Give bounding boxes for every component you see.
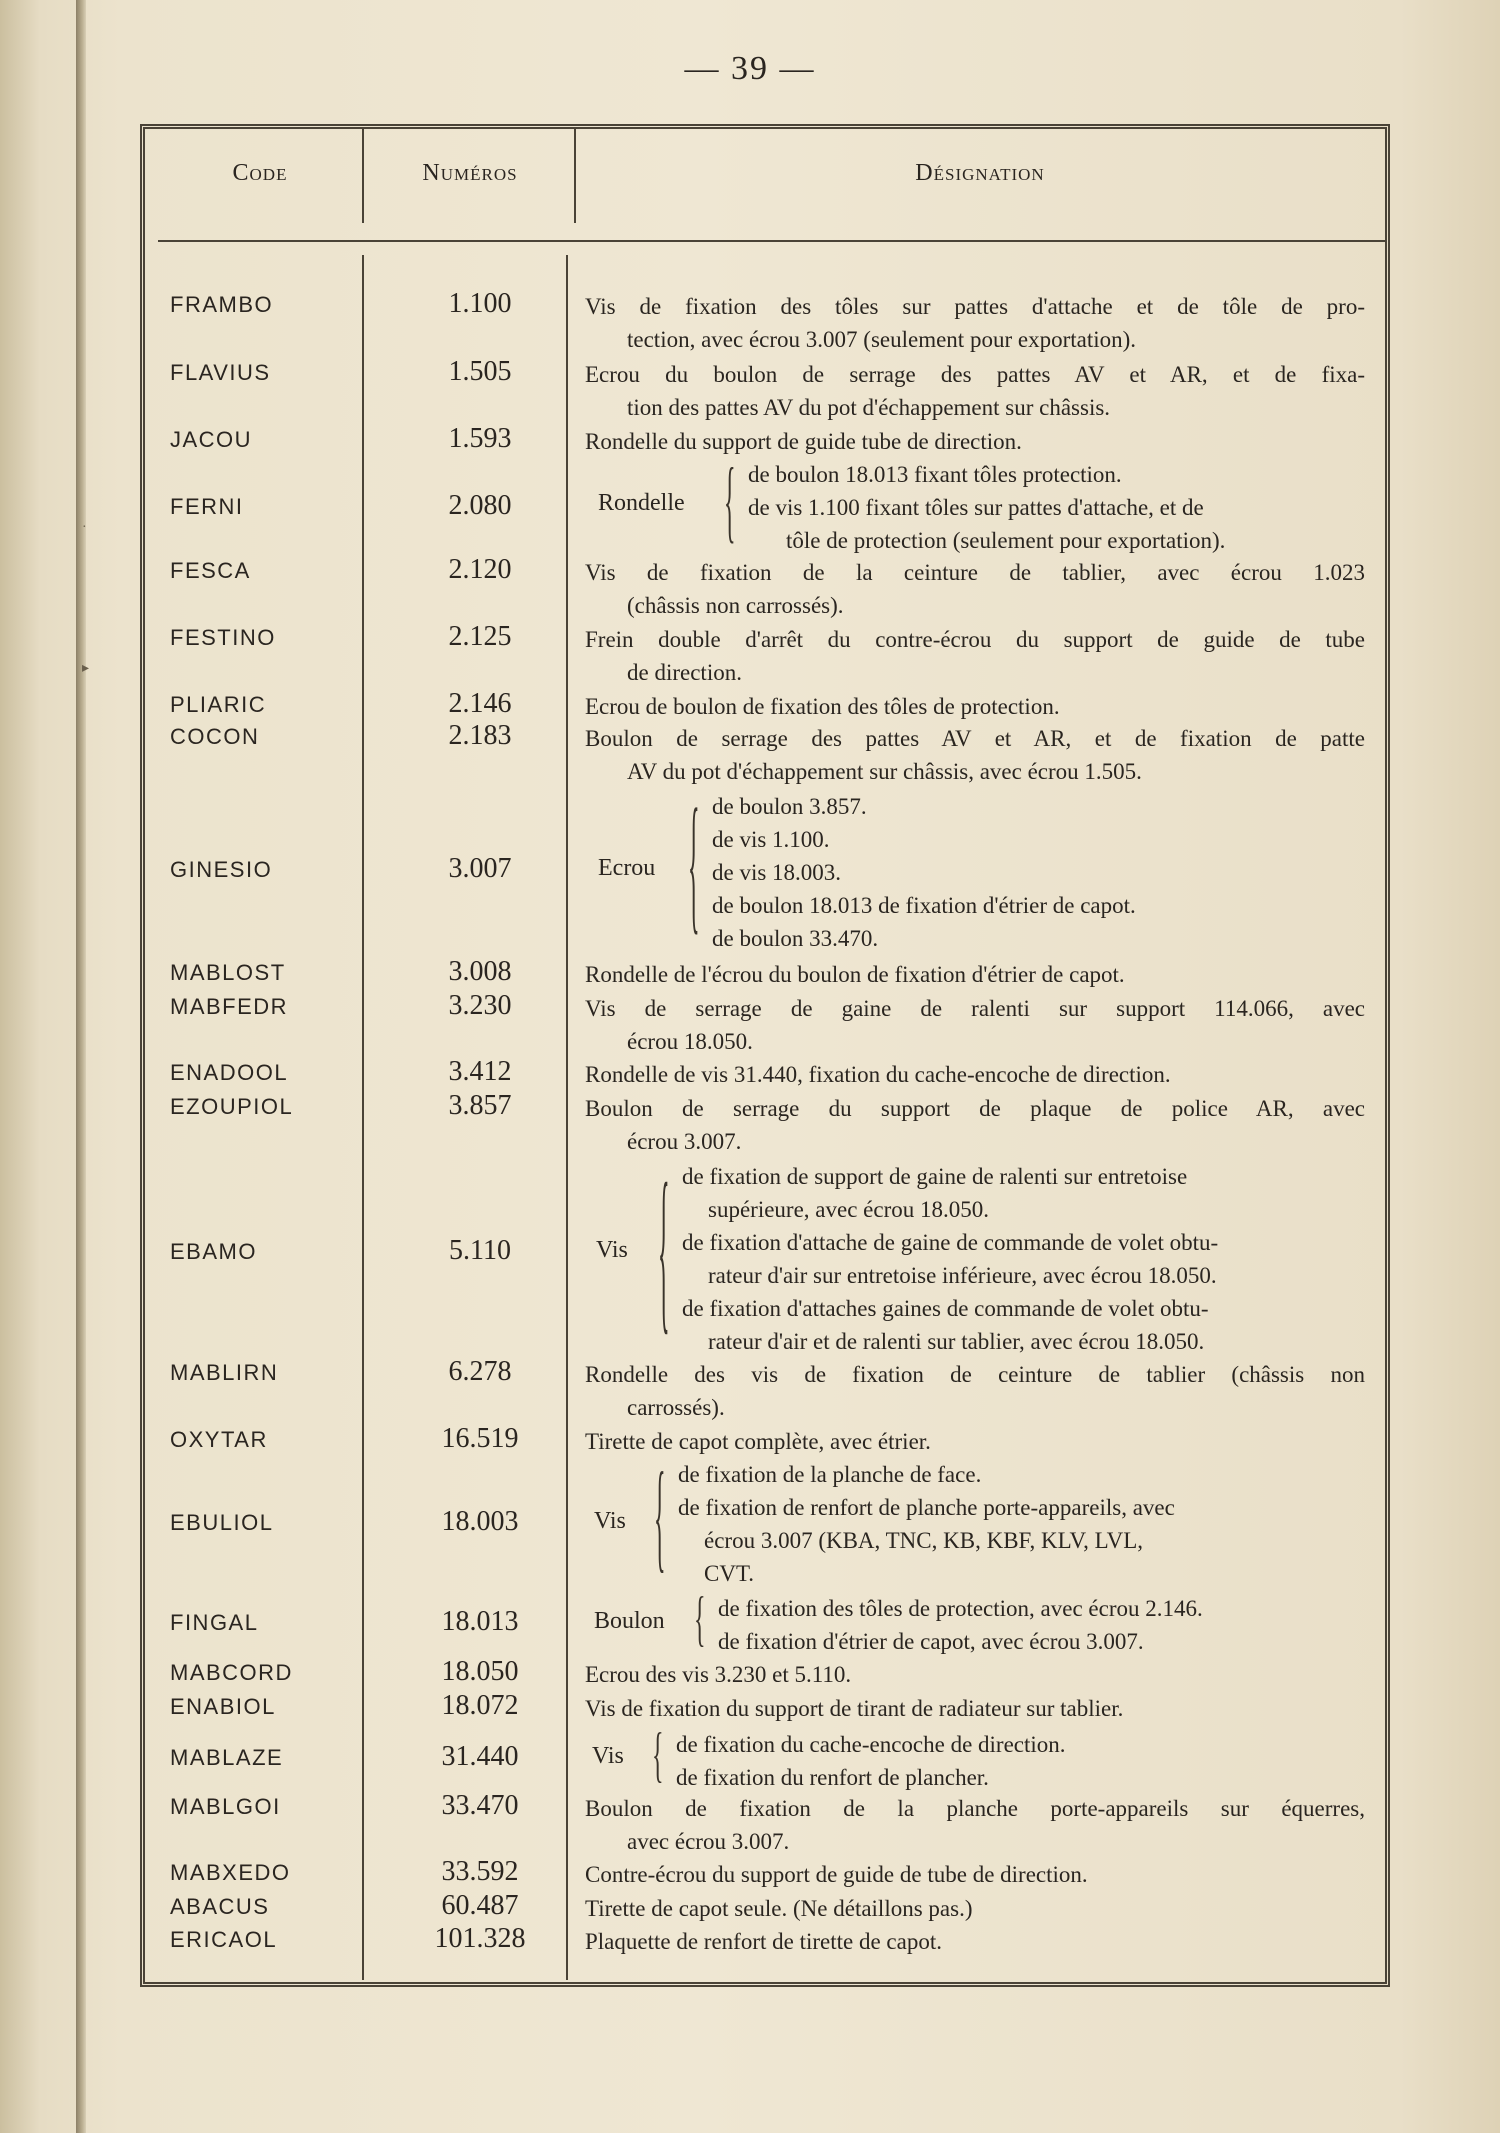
part-code: ENABIOL [170, 1694, 276, 1719]
designation-line: de fixation de la planche de face. [678, 1462, 982, 1487]
part-code: EZOUPIOL [170, 1094, 294, 1119]
column-divider [362, 128, 364, 223]
designation-line: tôle de protection (seulement pour exportation). [786, 528, 1226, 553]
part-number: 3.007 [448, 853, 512, 884]
brace-icon: { [652, 1724, 664, 1791]
part-code: ERICAOL [170, 1927, 278, 1952]
header-numbers: Numéros [422, 160, 518, 186]
part-number: 2.120 [448, 554, 512, 585]
designation-line: Tirette de capot seule. (Ne détaillons pas.) [585, 1896, 973, 1921]
part-number: 60.487 [441, 1890, 519, 1921]
part-code: FRAMBO [170, 292, 274, 317]
designation-line: Rondelle des vis de fixation de ceinture de tablier (châssis non [585, 1362, 1365, 1387]
designation-line: Ecrou du boulon de serrage des pattes AV et AR, et de fixa- [585, 362, 1365, 387]
designation-line: de fixation de support de gaine de ralenti sur entretoise [682, 1164, 1188, 1189]
designation-line: CVT. [704, 1561, 755, 1586]
designation-line: AV du pot d'échappement sur châssis, avec écrou 1.505. [627, 759, 1142, 784]
designation-line: tion des pattes AV du pot d'échappement sur châssis. [627, 395, 1111, 420]
designation-line: de boulon 3.857. [712, 794, 867, 819]
designation-line: écrou 3.007 (KBA, TNC, KB, KBF, KLV, LVL, [704, 1528, 1144, 1553]
part-code: ENADOOL [170, 1060, 289, 1085]
part-number: 16.519 [441, 1423, 519, 1454]
designation-text [585, 1892, 1365, 1925]
designation-line: Vis de fixation de la ceinture de tablier, avec écrou 1.023 [585, 560, 1365, 585]
designation-line: supérieure, avec écrou 18.050. [708, 1197, 989, 1222]
part-number: 2.125 [448, 621, 512, 652]
part-number: 2.183 [448, 720, 512, 751]
part-code: FESTINO [170, 625, 276, 650]
designation-text [585, 1425, 1365, 1458]
part-code: COCON [170, 724, 260, 749]
designation-line: de boulon 33.470. [712, 926, 879, 951]
part-code: MABCORD [170, 1660, 293, 1685]
designation-line: de boulon 18.013 de fixation d'étrier de capot. [712, 893, 1136, 918]
part-number: 3.412 [448, 1056, 512, 1087]
designation-text [585, 1858, 1365, 1891]
designation-text [585, 358, 1365, 424]
designation-text [585, 290, 1365, 356]
part-code: GINESIO [170, 857, 273, 882]
designation-lead: Vis [596, 1237, 628, 1263]
part-number: 3.008 [448, 956, 512, 987]
part-code: ABACUS [170, 1894, 270, 1919]
designation-line: de fixation du renfort de plancher. [676, 1765, 989, 1790]
designation-text [585, 1792, 1365, 1858]
part-number: 18.050 [441, 1656, 519, 1687]
designation-text [585, 1058, 1365, 1091]
designation-line: Rondelle de l'écrou du boulon de fixation d'étrier de capot. [585, 962, 1125, 987]
part-number: 1.505 [448, 356, 512, 387]
designation-line: de vis 1.100 fixant tôles sur pattes d'attache, et de [748, 495, 1204, 520]
part-number: 33.470 [441, 1790, 519, 1821]
part-number: 3.857 [448, 1090, 512, 1121]
designation-group [718, 1592, 1203, 1658]
part-code: EBAMO [170, 1239, 257, 1264]
designation-text [585, 623, 1365, 689]
designation-text [585, 1692, 1365, 1725]
designation-line: carrossés). [627, 1395, 725, 1420]
designation-line: Boulon de serrage des pattes AV et AR, et de fixation de patte [585, 726, 1365, 751]
designation-text [585, 1092, 1365, 1158]
designation-line: Ecrou de boulon de fixation des tôles de protection. [585, 694, 1060, 719]
designation-line: Boulon de fixation de la planche porte-appareils sur équerres, [585, 1796, 1365, 1821]
designation-text [585, 1925, 1365, 1958]
part-code: OXYTAR [170, 1427, 268, 1452]
designation-text [585, 1658, 1365, 1691]
part-code: PLIARIC [170, 692, 267, 717]
part-code: JACOU [170, 427, 253, 452]
designation-line: de fixation d'étrier de capot, avec écrou 3.007. [718, 1629, 1144, 1654]
binding-gutter [76, 0, 86, 2133]
brace-icon: { [658, 1156, 670, 1356]
header-code: Code [232, 160, 288, 186]
part-number: 18.072 [441, 1690, 519, 1721]
designation-line: Contre-écrou du support de guide de tube de direction. [585, 1862, 1088, 1887]
page-number: — 39 — [684, 50, 816, 87]
part-number: 2.080 [448, 490, 512, 521]
designation-text [585, 722, 1365, 788]
margin-mark: ▸ [82, 661, 90, 676]
designation-text [585, 556, 1365, 622]
designation-line: écrou 18.050. [627, 1029, 753, 1054]
designation-line: de fixation d'attache de gaine de commande de volet obtu- [682, 1230, 1219, 1255]
part-code: FINGAL [170, 1610, 259, 1635]
part-code: MABLOST [170, 960, 286, 985]
designation-line: (châssis non carrossés). [627, 593, 844, 618]
designation-group [678, 1458, 1175, 1590]
part-code: MABLIRN [170, 1360, 279, 1385]
designation-line: de boulon 18.013 fixant tôles protection. [748, 462, 1122, 487]
designation-line: de fixation d'attaches gaines de commande de volet obtu- [682, 1296, 1209, 1321]
designation-group [712, 790, 1136, 955]
designation-line: Vis de fixation des tôles sur pattes d'attache et de tôle de pro- [585, 294, 1365, 319]
part-number: 18.003 [441, 1506, 519, 1537]
brace-icon: { [694, 1588, 706, 1655]
designation-text [585, 1358, 1365, 1424]
part-number: 101.328 [434, 1923, 526, 1954]
brace-icon: { [688, 786, 700, 953]
designation-lead: Ecrou [598, 855, 656, 881]
part-number: 1.100 [448, 288, 512, 319]
designation-line: avec écrou 3.007. [627, 1829, 790, 1854]
part-number: 2.146 [448, 688, 512, 719]
designation-group [676, 1728, 1066, 1794]
designation-line: de fixation de renfort de planche porte-appareils, avec [678, 1495, 1175, 1520]
margin-mark: · [82, 520, 87, 535]
designation-line: de direction. [627, 660, 742, 685]
designation-text [585, 425, 1365, 458]
part-number: 31.440 [441, 1741, 519, 1772]
part-number: 18.013 [441, 1606, 519, 1637]
designation-line: rateur d'air et de ralenti sur tablier, avec écrou 18.050. [708, 1329, 1205, 1354]
designation-group [682, 1160, 1218, 1358]
designation-line: Plaquette de renfort de tirette de capot. [585, 1929, 942, 1954]
part-code: EBULIOL [170, 1510, 274, 1535]
part-code: MABFEDR [170, 994, 289, 1019]
designation-line: de vis 1.100. [712, 827, 830, 852]
designation-line: Vis de serrage de gaine de ralenti sur support 114.066, avec [585, 996, 1365, 1021]
part-number: 3.230 [448, 990, 512, 1021]
designation-lead: Vis [594, 1508, 626, 1534]
designation-group [748, 458, 1225, 557]
designation-line: de vis 18.003. [712, 860, 842, 885]
part-number: 6.278 [448, 1356, 512, 1387]
designation-line: Frein double d'arrêt du contre-écrou du support de guide de tube [585, 627, 1365, 652]
designation-line: Rondelle du support de guide tube de direction. [585, 429, 1022, 454]
designation-text [585, 992, 1365, 1058]
brace-icon: { [724, 454, 736, 554]
designation-line: rateur d'air sur entretoise inférieure, avec écrou 18.050. [708, 1263, 1217, 1288]
header-designation: Désignation [915, 160, 1045, 186]
part-number: 5.110 [449, 1235, 511, 1266]
designation-text [585, 958, 1365, 991]
brace-icon: { [654, 1454, 666, 1588]
designation-line: Vis de fixation du support de tirant de radiateur sur tablier. [585, 1696, 1124, 1721]
designation-line: Ecrou des vis 3.230 et 5.110. [585, 1662, 852, 1687]
designation-line: Boulon de serrage du support de plaque de police AR, avec [585, 1096, 1365, 1121]
designation-line: Tirette de capot complète, avec étrier. [585, 1429, 931, 1454]
designation-text [585, 690, 1365, 723]
designation-line: de fixation des tôles de protection, avec écrou 2.146. [718, 1596, 1203, 1621]
part-code: MABLAZE [170, 1745, 284, 1770]
part-code: FESCA [170, 558, 251, 583]
designation-line: Rondelle de vis 31.440, fixation du cache-encoche de direction. [585, 1062, 1171, 1087]
designation-line: écrou 3.007. [627, 1129, 742, 1154]
designation-lead: Vis [592, 1743, 624, 1769]
designation-lead: Boulon [594, 1608, 665, 1634]
part-number: 1.593 [448, 423, 512, 454]
part-number: 33.592 [441, 1856, 519, 1887]
part-code: MABXEDO [170, 1860, 291, 1885]
part-code: FLAVIUS [170, 360, 271, 385]
designation-line: de fixation du cache-encoche de direction. [676, 1732, 1066, 1757]
part-code: FERNI [170, 494, 244, 519]
designation-lead: Rondelle [598, 490, 685, 516]
designation-line: tection, avec écrou 3.007 (seulement pour exportation). [627, 327, 1137, 352]
part-code: MABLGOI [170, 1794, 281, 1819]
header-rule [158, 240, 1386, 242]
